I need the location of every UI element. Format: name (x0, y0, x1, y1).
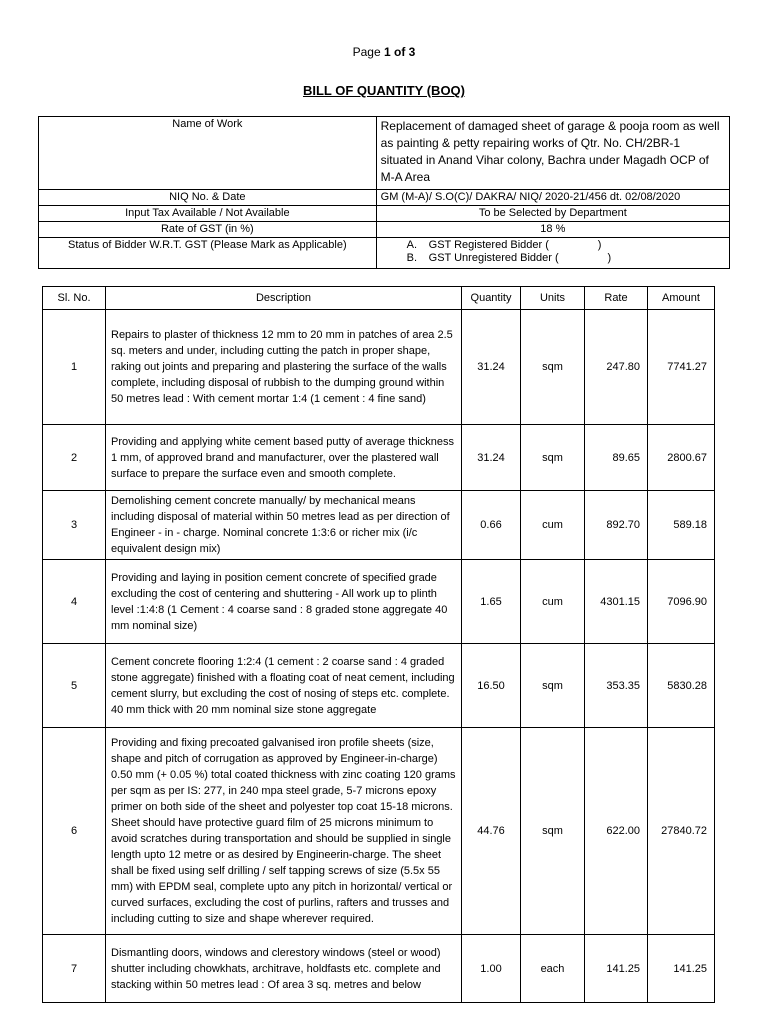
cell-sl-no: 2 (43, 425, 106, 491)
cell-quantity: 44.76 (462, 728, 521, 935)
cell-amount: 7741.27 (648, 310, 715, 425)
cell-rate: 141.25 (585, 935, 648, 1003)
info-row-input-tax (39, 206, 730, 222)
niq-label: NIQ No. & Date (39, 190, 377, 206)
cell-description: Dismantling doors, windows and clerestory windows (steel or wood) shutter including chowkhats, architrave, holdfasts etc. complete and stacking within 50 metres lead : Of area 3 sq. metres and below (106, 935, 462, 1003)
cell-sl-no: 7 (43, 935, 106, 1003)
cell-rate: 622.00 (585, 728, 648, 935)
cell-quantity: 1.65 (462, 560, 521, 644)
col-header-rate: Rate (585, 287, 648, 310)
cell-description: Providing and laying in position cement concrete of specified grade excluding the cost of centering and shuttering - All work up to plinth level :1:4:8 (1 Cement : 4 coarse sand : 8 graded stone aggregate 40 mm nominal size) (106, 560, 462, 644)
cell-description: Cement concrete flooring 1:2:4 (1 cement : 2 coarse sand : 4 graded stone aggregate) finished with a floating coat of neat cement, including cement slurry, but excluding the cost of nosing of steps etc. complete. 40 mm thick with 20 mm nominal size stone aggregate (106, 644, 462, 728)
cell-quantity: 16.50 (462, 644, 521, 728)
cell-rate: 892.70 (585, 491, 648, 560)
document-title-text: BILL OF QUANTITY (BOQ) (302, 83, 465, 98)
cell-units: cum (521, 491, 585, 560)
status-option-marker: B. (406, 252, 418, 264)
info-row-niq (39, 190, 730, 206)
bidder-status-options (376, 238, 729, 269)
cell-amount: 7096.90 (648, 560, 715, 644)
cell-sl-no: 5 (43, 644, 106, 728)
page-prefix: Page (352, 45, 384, 59)
status-option-text: GST Unregistered Bidder ( ) (428, 252, 612, 264)
niq-value: GM (M-A)/ S.O(C)/ DAKRA/ NIQ/ 2020-21/456 dt. 02/08/2020 (376, 190, 729, 206)
col-header-quantity: Quantity (462, 287, 521, 310)
bidder-status-label: Status of Bidder W.R.T. GST (Please Mark as Applicable) (39, 238, 377, 269)
cell-quantity: 31.24 (462, 425, 521, 491)
status-option-registered (381, 239, 725, 252)
name-of-work-label: Name of Work (39, 117, 377, 190)
cell-sl-no: 4 (43, 560, 106, 644)
cell-units: sqm (521, 644, 585, 728)
status-option-marker: A. (406, 239, 418, 251)
cell-description: Demolishing cement concrete manually/ by mechanical means including disposal of material within 50 metres lead as per direction of Engineer - in - charge. Nominal concrete 1:3:6 or richer mix (i/c equivalent design mix) (106, 491, 462, 560)
cell-description: Providing and fixing precoated galvanised iron profile sheets (size, shape and pitch of corrugation as approved by Engineer-in-charge) 0.50 mm (+ 0.05 %) total coated thickness with zinc coating 120 grams per sqm as per IS: 277, in 240 mpa steel grade, 5-7 microns epoxy primer on both side of the sheet and polyester top coat 15-18 microns. Sheet should have protective guard film of 25 microns minimum to avoid scratches during transportation and should be supplied in single length upto 12 metre or as desired by Engineerin-charge. The sheet shall be fixed using self drilling / self tapping screws of size (5.5x 55 mm) with EPDM seal, complete upto any pitch in horizontal/ vertical or curved surfaces, excluding the cost of purlins, rafters and trusses and including cutting to size and shape wherever required. (106, 728, 462, 935)
status-option-unregistered (381, 252, 725, 265)
cell-rate: 353.35 (585, 644, 648, 728)
cell-sl-no: 3 (43, 491, 106, 560)
table-row (43, 491, 715, 560)
page-current: 1 (383, 45, 391, 59)
cell-quantity: 0.66 (462, 491, 521, 560)
document-title (0, 83, 768, 98)
cell-units: each (521, 935, 585, 1003)
input-tax-value: To be Selected by Department (376, 206, 729, 222)
cell-rate: 4301.15 (585, 560, 648, 644)
cell-sl-no: 1 (43, 310, 106, 425)
status-option-text: GST Registered Bidder ( ) (428, 239, 602, 251)
boq-table (42, 286, 715, 1003)
table-row (43, 644, 715, 728)
cell-quantity: 1.00 (462, 935, 521, 1003)
name-of-work-value: Replacement of damaged sheet of garage & pooja room as well as painting & petty repairing works of Qtr. No. CH/2BR-1 situated in Anand Vihar colony, Bachra under Magadh OCP of M-A Area (376, 117, 729, 190)
input-tax-label: Input Tax Available / Not Available (39, 206, 377, 222)
page-total: 3 (408, 45, 416, 59)
cell-amount: 589.18 (648, 491, 715, 560)
info-row-gst-rate (39, 222, 730, 238)
col-header-description: Description (106, 287, 462, 310)
cell-units: sqm (521, 310, 585, 425)
col-header-units: Units (521, 287, 585, 310)
work-info-table (38, 116, 730, 269)
cell-sl-no: 6 (43, 728, 106, 935)
cell-units: cum (521, 560, 585, 644)
cell-rate: 247.80 (585, 310, 648, 425)
table-row (43, 728, 715, 935)
gst-rate-value: 18 % (376, 222, 729, 238)
cell-quantity: 31.24 (462, 310, 521, 425)
cell-amount: 27840.72 (648, 728, 715, 935)
cell-amount: 5830.28 (648, 644, 715, 728)
gst-rate-label: Rate of GST (in %) (39, 222, 377, 238)
cell-amount: 141.25 (648, 935, 715, 1003)
cell-units: sqm (521, 425, 585, 491)
table-row (43, 310, 715, 425)
table-row (43, 935, 715, 1003)
cell-description: Providing and applying white cement based putty of average thickness 1 mm, of approved brand and manufacturer, over the plastered wall surface to prepare the surface even and smooth complete. (106, 425, 462, 491)
col-header-sl-no: Sl. No. (43, 287, 106, 310)
table-row (43, 425, 715, 491)
table-row (43, 560, 715, 644)
cell-units: sqm (521, 728, 585, 935)
col-header-amount: Amount (648, 287, 715, 310)
cell-description: Repairs to plaster of thickness 12 mm to 20 mm in patches of area 2.5 sq. meters and under, including cutting the patch in proper shape, raking out joints and preparing and plastering the surface of the walls complete, including disposal of rubbish to the dumping ground within 50 metres lead : With cement mortar 1:4 (1 cement : 4 fine sand) (106, 310, 462, 425)
page-number (0, 45, 768, 59)
info-row-bidder-status (39, 238, 730, 269)
boq-header-row (43, 287, 715, 310)
page-of: of (390, 45, 409, 59)
cell-amount: 2800.67 (648, 425, 715, 491)
cell-rate: 89.65 (585, 425, 648, 491)
info-row-name-of-work (39, 117, 730, 190)
